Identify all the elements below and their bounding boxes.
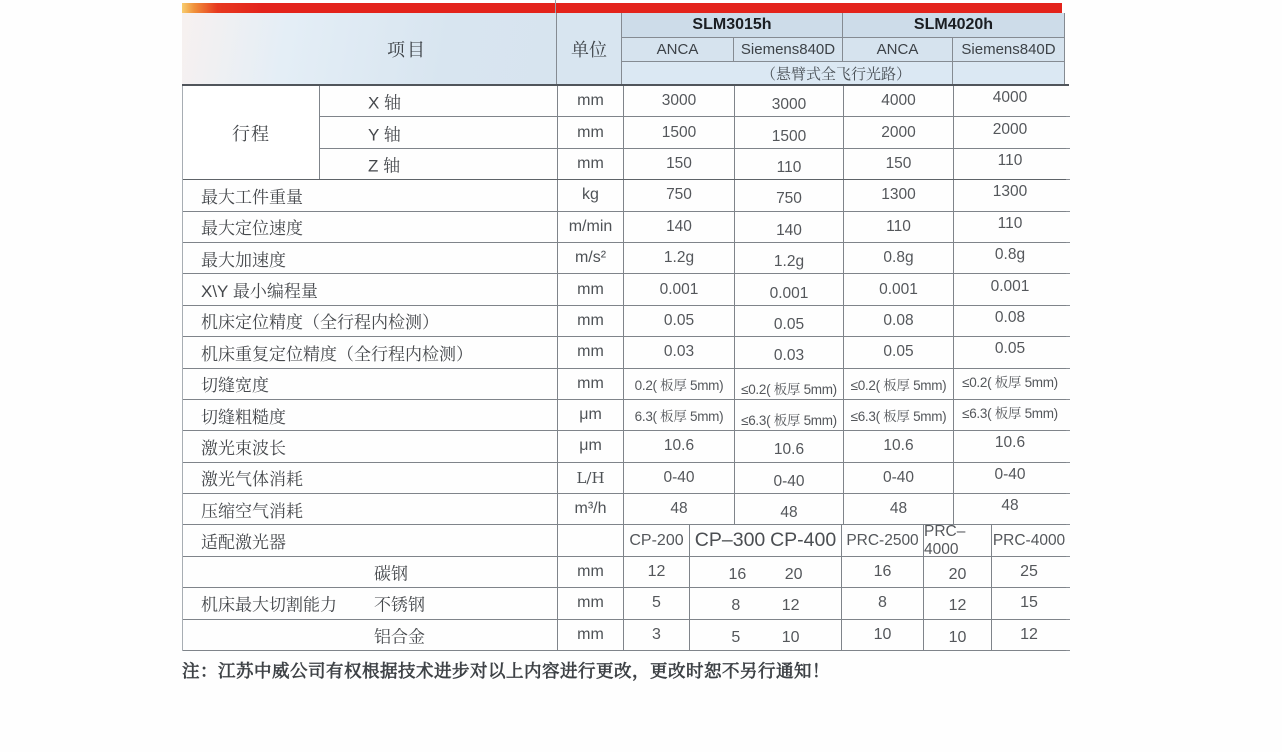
value-cell: CP-200 (623, 525, 689, 555)
header-item-label: 项目 (387, 39, 427, 60)
value-cell: 0.2( 板厚 5mm) (623, 369, 734, 399)
table-row-compatible-lasers (183, 525, 1066, 556)
row-label: 激光气体消耗 (201, 470, 303, 490)
value-cell: 4000 (953, 86, 1066, 116)
table-row-stainless-steel (183, 588, 1066, 619)
unit-cell: mm (557, 588, 623, 618)
unit-cell: μm (557, 400, 623, 430)
value-cell: 140 (734, 212, 843, 242)
value-cell: 0.03 (734, 337, 843, 367)
value-cell: 1.2g (734, 243, 843, 273)
value-cell: 15 (991, 588, 1066, 618)
value-cell-pair: CP–300 CP-400 (689, 525, 841, 555)
unit-cell: mm (557, 337, 623, 367)
table-row-repeat-positioning-accuracy (183, 337, 1066, 368)
value-cell: 48 (843, 494, 953, 524)
header-model-slm4020h: SLM4020h (842, 13, 1065, 38)
value-cell: 0.03 (623, 337, 734, 367)
unit-cell: mm (557, 149, 623, 179)
value-cell: 0-40 (734, 463, 843, 493)
value-cell: 750 (734, 180, 843, 210)
value-cell: 150 (843, 149, 953, 179)
value-cell: ≤0.2( 板厚 5mm) (843, 369, 953, 399)
spec-table-body (182, 86, 1066, 651)
row-label: 适配激光器 (201, 533, 286, 553)
value-cell: 48 (623, 494, 734, 524)
row-label: 机床定位精度（全行程内检测） (201, 313, 439, 333)
table-row-max-workpiece-weight (183, 180, 1066, 211)
value-cell-pair: 16 20 (689, 557, 841, 587)
unit-cell: m/s² (557, 243, 623, 273)
value-cell: 5 (623, 588, 689, 618)
row-label: 最大加速度 (201, 250, 286, 270)
value-cell: 10.6 (734, 431, 843, 461)
value-cell: 110 (953, 212, 1066, 242)
table-row-carbon-steel (183, 557, 1066, 588)
axis-label-cell: Y 轴 (368, 125, 401, 145)
table-row-compressed-air-consumption (183, 494, 1066, 525)
value-cell: 8 (841, 588, 923, 618)
unit-cell (557, 525, 623, 555)
unit-cell: mm (557, 306, 623, 336)
value-cell: 48 (953, 494, 1066, 524)
unit-cell: mm (557, 117, 623, 147)
value-cell: 1.2g (623, 243, 734, 273)
header-controller-siemens-1: Siemens840D (733, 38, 842, 62)
value-cell: 3 (623, 620, 689, 650)
value-cell: 3000 (734, 86, 843, 116)
value-cell: ≤6.3( 板厚 5mm) (843, 400, 953, 430)
value-cell-pair: 5 10 (689, 620, 841, 650)
unit-cell: mm (557, 274, 623, 304)
value-cell: 0.001 (623, 274, 734, 304)
header-item-cell (182, 13, 556, 84)
value-cell: 0.001 (953, 274, 1066, 304)
header-controller-anca-1: ANCA (622, 38, 733, 62)
value-cell: 6.3( 板厚 5mm) (623, 400, 734, 430)
optical-path-note-cell: （悬臂式全飞行光路） (622, 62, 952, 84)
value-cell-pair: 8 12 (689, 588, 841, 618)
value-cell: 25 (991, 557, 1066, 587)
header-controller-siemens-2: Siemens840D (952, 38, 1065, 62)
value-cell: 12 (991, 620, 1066, 650)
material-label-cell: 机床最大切割能力 不锈钢 (201, 595, 425, 615)
header-unit-cell (556, 13, 622, 84)
value-cell: 140 (623, 212, 734, 242)
value-cell: 3000 (623, 86, 734, 116)
accent-bar (182, 3, 1062, 13)
value-cell: 16 (841, 557, 923, 587)
value-cell: ≤6.3( 板厚 5mm) (734, 400, 843, 430)
value-cell: 110 (843, 212, 953, 242)
table-row-laser-wavelength (183, 431, 1066, 462)
row-label: 切缝宽度 (201, 376, 269, 396)
value-cell: PRC-2500 (841, 525, 923, 555)
value-cell: 10 (841, 620, 923, 650)
table-row-min-programming-increment (183, 274, 1066, 305)
value-cell: PRC–4000 (923, 525, 991, 555)
value-cell: 10 (923, 620, 991, 650)
table-row-kerf-width (183, 369, 1066, 400)
axis-label-cell: X 轴 (368, 93, 402, 113)
table-row-aluminum-alloy (183, 620, 1066, 651)
value-cell: 750 (623, 180, 734, 210)
value-cell: 110 (953, 149, 1066, 179)
value-cell: 0.001 (843, 274, 953, 304)
header-model-slm3015h: SLM3015h (622, 13, 842, 38)
table-header (182, 13, 1065, 84)
footnote: 注：江苏中威公司有权根据技术进步对以上内容进行更改，更改时恕不另行通知！ (182, 661, 830, 681)
row-label: 激光束波长 (201, 438, 286, 458)
column-divider-stub (555, 0, 556, 13)
value-cell: 2000 (953, 117, 1066, 147)
travel-group-cell: 行程 (183, 86, 320, 179)
value-cell: 0.05 (843, 337, 953, 367)
row-label: 压缩空气消耗 (201, 501, 303, 521)
unit-cell: mm (557, 369, 623, 399)
value-cell: 1500 (734, 117, 843, 147)
unit-cell: kg (557, 180, 623, 210)
row-label: 最大定位速度 (201, 219, 303, 239)
value-cell: 12 (623, 557, 689, 587)
value-cell: 4000 (843, 86, 953, 116)
material-label-cell: 碳钢 (374, 564, 408, 584)
value-cell: 10.6 (623, 431, 734, 461)
value-cell: ≤0.2( 板厚 5mm) (734, 369, 843, 399)
value-cell: 10.6 (843, 431, 953, 461)
value-cell: PRC-4000 (991, 525, 1066, 555)
unit-cell: L/H (557, 463, 623, 493)
value-cell: 0.05 (953, 337, 1066, 367)
value-cell: 0.08 (843, 306, 953, 336)
value-cell: 48 (734, 494, 843, 524)
row-label: 机床重复定位精度（全行程内检测） (201, 344, 473, 364)
table-row-positioning-accuracy (183, 306, 1066, 337)
unit-cell: μm (557, 431, 623, 461)
value-cell: 12 (923, 588, 991, 618)
axis-label-cell: Z 轴 (368, 156, 401, 176)
value-cell: 150 (623, 149, 734, 179)
material-label-cell: 铝合金 (374, 627, 425, 647)
optical-path-empty-cell (952, 62, 1065, 84)
value-cell: 1300 (953, 180, 1066, 210)
value-cell: ≤0.2( 板厚 5mm) (953, 369, 1066, 399)
value-cell: ≤6.3( 板厚 5mm) (953, 400, 1066, 430)
value-cell: 0.001 (734, 274, 843, 304)
header-controller-anca-2: ANCA (842, 38, 952, 62)
value-cell: 10.6 (953, 431, 1066, 461)
value-cell: 0-40 (623, 463, 734, 493)
value-cell: 1500 (623, 117, 734, 147)
value-cell: 0.8g (953, 243, 1066, 273)
value-cell: 110 (734, 149, 843, 179)
value-cell: 0-40 (843, 463, 953, 493)
header-unit-label: 单位 (571, 39, 607, 60)
table-row-max-acceleration (183, 243, 1066, 274)
value-cell: 0.08 (953, 306, 1066, 336)
unit-cell: m³/h (557, 494, 623, 524)
unit-cell: mm (557, 620, 623, 650)
row-label: X\Y 最小编程量 (201, 282, 318, 302)
table-row-kerf-roughness (183, 400, 1066, 431)
value-cell: 0-40 (953, 463, 1066, 493)
value-cell: 2000 (843, 117, 953, 147)
value-cell: 0.8g (843, 243, 953, 273)
unit-cell: mm (557, 86, 623, 116)
unit-cell: m/min (557, 212, 623, 242)
table-row-laser-gas-consumption (183, 463, 1066, 494)
value-cell: 20 (923, 557, 991, 587)
value-cell: 0.05 (623, 306, 734, 336)
row-label: 切缝粗糙度 (201, 407, 286, 427)
value-cell: 1300 (843, 180, 953, 210)
value-cell: 0.05 (734, 306, 843, 336)
row-label: 最大工件重量 (201, 187, 303, 207)
unit-cell: mm (557, 557, 623, 587)
table-row-max-positioning-speed (183, 212, 1066, 243)
